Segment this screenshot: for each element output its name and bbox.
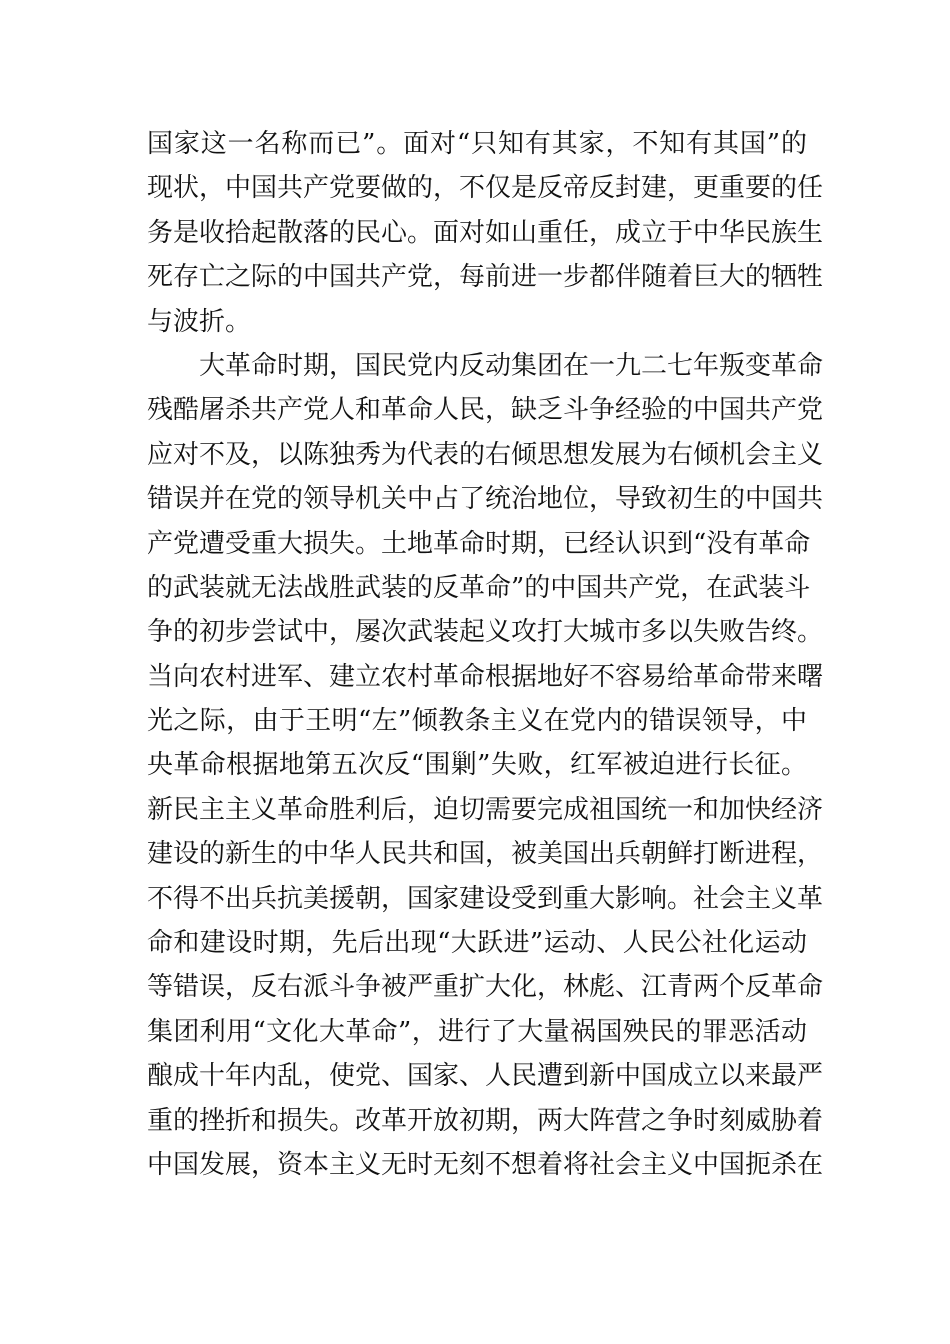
text-line: 的武装就无法战胜武装的反革命”的中国共产党，在武装斗 [147, 572, 811, 603]
body-text [147, 122, 824, 1187]
text-line: 不得不出兵抗美援朝，国家建设受到重大影响。社会主义革 [147, 883, 824, 914]
text-line: 命和建设时期，先后出现“大跃进”运动、人民公社化运动 [147, 928, 807, 959]
text-line: 死存亡之际的中国共产党，每前进一步都伴随着巨大的牺牲 [147, 262, 824, 293]
text-line: 应对不及，以陈独秀为代表的右倾思想发展为右倾机会主义 [147, 439, 824, 470]
paragraph-1 [147, 122, 824, 344]
text-line: 大革命时期，国民党内反动集团在一九二七年叛变革命 [199, 350, 824, 381]
text-line: 现状，中国共产党要做的，不仅是反帝反封建，更重要的任 [147, 173, 824, 204]
text-line: 当向农村进军、建立农村革命根据地好不容易给革命带来曙 [147, 661, 824, 692]
text-line: 中国发展，资本主义无时无刻不想着将社会主义中国扼杀在 [147, 1149, 824, 1180]
text-line: 错误并在党的领导机关中占了统治地位，导致初生的中国共 [147, 484, 824, 515]
text-line: 争的初步尝试中，屡次武装起义攻打大城市多以失败告终。 [147, 617, 824, 648]
paragraph-2 [147, 344, 824, 1187]
text-line: 务是收拾起散落的民心。面对如山重任，成立于中华民族生 [147, 217, 824, 248]
text-line: 建设的新生的中华人民共和国，被美国出兵朝鲜打断进程， [147, 839, 824, 870]
text-line: 产党遭受重大损失。土地革命时期，已经认识到“没有革命 [147, 528, 811, 559]
text-line: 新民主主义革命胜利后，迫切需要完成祖国统一和加快经济 [147, 794, 824, 825]
text-line: 残酷屠杀共产党人和革命人民，缺乏斗争经验的中国共产党 [147, 395, 824, 426]
text-line: 酿成十年内乱，使党、国家、人民遭到新中国成立以来最严 [147, 1061, 824, 1092]
text-line: 等错误，反右派斗争被严重扩大化，林彪、江青两个反革命 [147, 972, 824, 1003]
text-line: 重的挫折和损失。改革开放初期，两大阵营之争时刻威胁着 [147, 1105, 824, 1136]
text-line: 集团利用“文化大革命”，进行了大量祸国殃民的罪恶活动 [147, 1016, 807, 1047]
text-line: 与波折。 [147, 306, 252, 337]
text-line: 国家这一名称而已”。面对“只知有其家，不知有其国”的 [147, 129, 807, 159]
text-line: 光之际，由于王明“左”倾教条主义在党内的错误领导，中 [147, 706, 807, 737]
text-line: 央革命根据地第五次反“围剿”失败，红军被迫进行长征。 [147, 750, 807, 781]
